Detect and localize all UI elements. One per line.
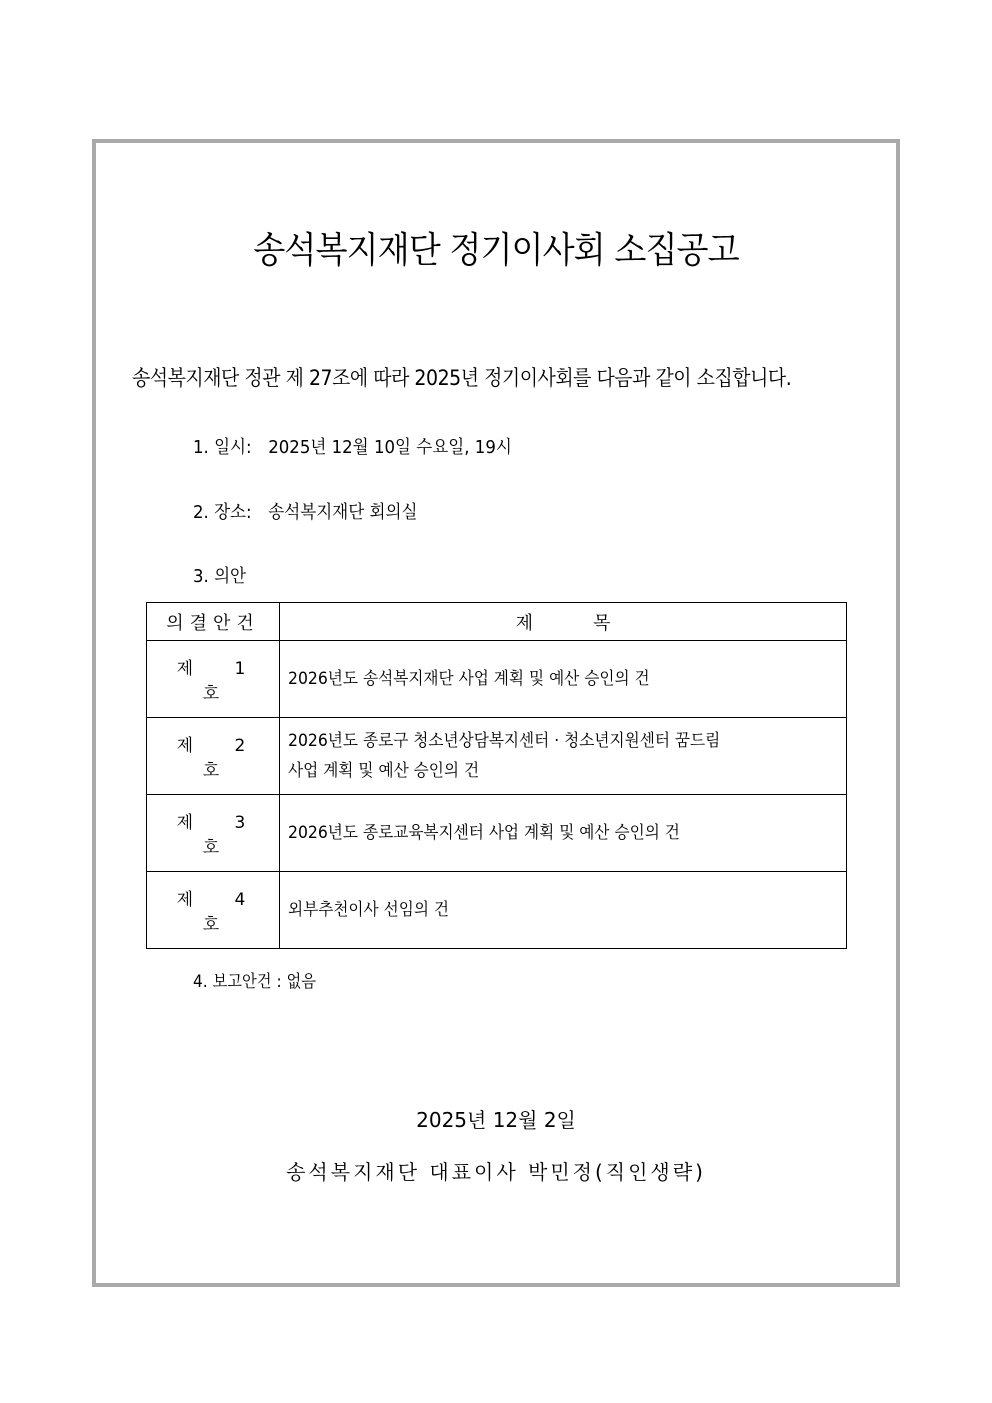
page-title: 송석복지재단 정기이사회 소집공고 (253, 230, 739, 271)
item-location (193, 498, 417, 524)
table-header-row (147, 603, 847, 641)
item-value: 2025년 12월 10일 수요일, 19시 (268, 437, 512, 458)
signature: 송석복지재단 대표이사 박민정(직인생략) (286, 1160, 706, 1184)
agenda-number: 제 1 호 (147, 641, 280, 718)
agenda-subject (280, 641, 847, 718)
item-agenda (193, 562, 246, 588)
table-row (147, 718, 847, 795)
subject-line: 사업 계획 및 예산 승인의 건 (288, 761, 480, 781)
subject-line: 외부추천이사 선임의 건 (288, 900, 450, 920)
header-subject: 제목 (280, 603, 847, 641)
agenda-table (146, 602, 847, 949)
item-label: 2. 장소: (193, 502, 252, 523)
table-row (147, 641, 847, 718)
report-item: 4. 보고안건 : 없음 (193, 972, 317, 992)
agenda-subject (280, 718, 847, 795)
issue-date: 2025년 12월 2일 (416, 1108, 576, 1132)
agenda-number: 제 2 호 (147, 718, 280, 795)
item-value: 송석복지재단 회의실 (268, 502, 418, 523)
subject-line: 2026년도 종로구 청소년상담복지센터 · 청소년지원센터 꿈드림 (288, 731, 721, 751)
table-row (147, 795, 847, 872)
intro-paragraph: 송석복지재단 정관 제 27조에 따라 2025년 정기이사회를 다음과 같이 소집합니다. (132, 366, 792, 390)
item-label: 3. 의안 (193, 566, 247, 587)
agenda-number: 제 4 호 (147, 872, 280, 949)
agenda-number: 제 3 호 (147, 795, 280, 872)
header-resolution: 의결안건 (147, 603, 280, 641)
item-datetime (193, 433, 512, 459)
item-label: 1. 일시: (193, 437, 252, 458)
subject-line: 2026년도 종로교육복지센터 사업 계획 및 예산 승인의 건 (288, 823, 680, 843)
table-row (147, 872, 847, 949)
agenda-subject (280, 872, 847, 949)
subject-line: 2026년도 송석복지재단 사업 계획 및 예산 승인의 건 (288, 669, 650, 689)
agenda-subject (280, 795, 847, 872)
